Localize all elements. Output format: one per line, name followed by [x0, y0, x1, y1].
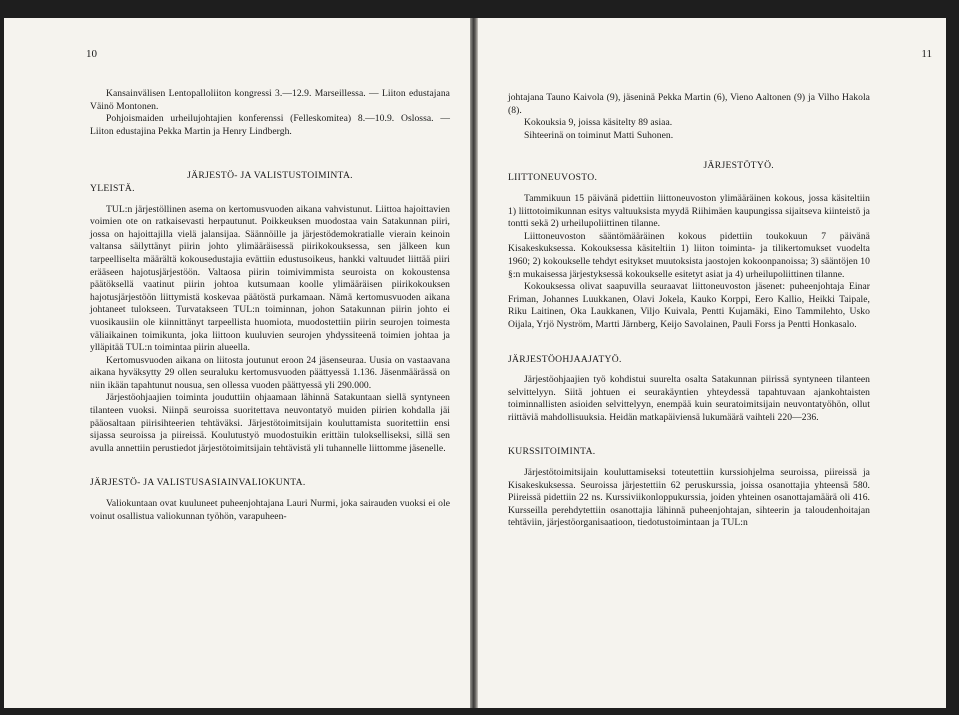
intro-paragraph: johtajana Tauno Kaivola (9), jäseninä Pekka Martin (6), Vieno Aaltonen (9) ja Vilho Hakola (8).: [508, 92, 870, 116]
body-paragraph: Kokouksessa olivat saapuvilla seuraavat liittoneuvoston jäsenet: puheenjohtaja Einar Friman, Johannes Luukkanen, Olavi Jokela, Kauko Korppi, Eero Kallio, Heikki Taipale, Riku Laitinen, Oka Laukkanen, Viljo Kuivala, Pentti Kujamäki, Eino Tammilehto, Usko Oijala, Yrjö Nyström, Martti Järnberg, Keijo Savolainen, Pauli Forss ja Pentti Honkasalo.: [508, 281, 870, 330]
page-number: 11: [921, 48, 932, 60]
body-paragraph: Valiokuntaan ovat kuuluneet puheenjohtajana Lauri Nurmi, joka sairauden vuoksi ei ole voinut osallistua valiokunnan työhön, varapuheen-: [90, 498, 450, 522]
section-heading: JÄRJESTÖ- JA VALISTUSTOIMINTA.: [187, 170, 353, 182]
body-paragraph: Tammikuun 15 päivänä pidettiin liittoneuvoston ylimääräinen kokous, jossa käsiteltiin 1) liittotoimikunnan esitys valtuuksista myydä Riihimäen kaupungissa sijaitseva kiinteistö ja tontti sekä 2) urheilupoliittinen tilanne.: [508, 192, 870, 230]
left-text-column: [90, 88, 450, 523]
subheading: YLEISTÄ.: [90, 182, 135, 194]
section-heading: JÄRJESTÖ- JA VALISTUSASIAINVALIOKUNTA.: [90, 477, 306, 489]
body-paragraph: Liittoneuvoston sääntömääräinen kokous pidettiin toukokuun 7 päivänä Kisakeskuksessa. Kokouksessa käsiteltiin 1) liiton toiminta- ja tilikertomukset vuodelta 1960; 2) kokoukselle tehdyt esitykset muutoksista jaostojen kokoonpanoissa; 3) sääntöjen 10 §:n mukaisessa järjestyksessä kokoukselle esitetyt asiat ja 4) urheilupoliittinen tilanne.: [508, 230, 870, 280]
book-gutter: [470, 18, 478, 708]
right-text-column: [508, 92, 870, 530]
left-page: [4, 18, 470, 708]
subheading: LIITTONEUVOSTO.: [508, 172, 598, 184]
intro-paragraph: Kokouksia 9, joissa käsitelty 89 asiaa.: [524, 117, 673, 129]
right-page: [478, 18, 946, 708]
body-paragraph: TUL:n järjestöllinen asema on kertomusvuoden aikana vahvistunut. Liittoa hajoittavien voimien ote on ratkaisevasti herpautunut. Poikkeuksen muodostaa vain Satakunnan piiri, jossa on hajoittajilla vielä jalansijaa. Säännöille ja järjestödemokratialle vierain keinoin valtansa säilyttänyt piirin johto ylimääräisessä piirikokouksessa, sen jälkeen kun tarpeelliselta määrältä kokousedustajia evättiin edustusoikeus, hankki valtuudet liittää piiri erääseen hajotusjärjestöön. Valtaosa piirin toimivimmista seuroista on kokoustensa päätöksellä vaatinut piirin johtoa kutsumaan koolle ylimääräisen piirikokouksen hajotusjärjestöön liittymistä koskevaa päätöstä purkamaan. Nämä kertomusvuoden aikana johtaneet tulokseen. Turvatakseen TUL:n toiminnan, johon Satakunnan piirin johto ei vuosikausiin ole kiinnittänyt tarpeellista huomiota, muodostettiin piirin seurojen toimesta väliaikainen toimikunta, joka liittoon kuuluvien seurojen yhdyssiteenä toimien johtaa ja ylläpitää TUL:n toimintaa piirin alueella.: [90, 203, 450, 354]
section-header-row: [508, 160, 870, 185]
body-paragraph: Järjestöohjaajien toiminta jouduttiin ohjaamaan lähinnä Satakuntaan siellä syntyneen tilanteen vuoksi. Niinpä seuroissa suoritettava neuvontatyö muiden piirien kohdalla jäi pääosaltaan piirisihteerien tehtäväksi. Järjestötoimitsijain kouluttamista suoritettiin ensi sijassa seuroissa ja piireissä. Koulutustyö muodostuikin erittäin tulokselliseksi, sillä sen avulla annettiin perustiedot järjestötoimitsijain tehtävistä yli tuhannelle liittomme jäsenelle.: [90, 392, 450, 454]
intro-paragraph: Kansainvälisen Lentopalloliiton kongressi 3.—12.9. Marseillessa. — Liiton edustajana Väinö Montonen.: [90, 88, 450, 112]
page-number: 10: [86, 48, 97, 60]
section-heading: JÄRJESTÖTYÖ.: [703, 160, 774, 172]
section-heading: JÄRJESTÖOHJAAJATYÖ.: [508, 353, 622, 365]
intro-paragraph: Sihteerinä on toiminut Matti Suhonen.: [524, 129, 674, 141]
section-heading: KURSSITOIMINTA.: [508, 446, 596, 458]
body-paragraph: Järjestöohjaajien työ kohdistui suurelta osalta Satakunnan piirissä syntyneen tilanteen selvittelyyn. Siitä johtuen ei seurakäyntien yhteydessä tapahtuvaan ajankohtaisten toiminnallisten asioiden selvittelyyn, enempää kuin seuratoimitsijain neuvontatyöhön, ollut riittäviä mahdollisuuksia. Heidän matkapäiviensä lukumäärä vaihteli 220—236.: [508, 374, 870, 423]
body-paragraph: Kertomusvuoden aikana on liitosta joutunut eroon 24 jäsenseuraa. Uusia on vastaavana aikana hyväksytty 29 ollen seuraluku kertomusvuoden päättyessä 1.136. Jäsenmäärässä on niin ikään tapahtunut nousua, sen ollessa vuoden päättyessä yli 290.000.: [90, 354, 450, 391]
body-paragraph: Järjestötoimitsijain kouluttamiseksi toteutettiin kurssiohjelma seuroissa, piireissä ja Kisakeskuksessa. Seuroissa järjestettiin 62 peruskurssia, joissa osanottajia yhteensä 580. Piireissä pidettiin 22 ns. Kurssiviikonloppukurssia, joiden yhteinen osanottajamäärä oli 416. Kursseilla perehdytettiin osanottajia lähinnä puheenjohtajan, sihteerin ja taloudenhoitajan tehtäviin, järjestöorganisaatioon, tiedotustoimintaan ja TUL:n: [508, 467, 870, 529]
intro-paragraph: Pohjoismaiden urheilujohtajien konferenssi (Felleskomitea) 8.—10.9. Oslossa. — Liiton edustajina Pekka Martin ja Henry Lindbergh.: [90, 113, 450, 137]
